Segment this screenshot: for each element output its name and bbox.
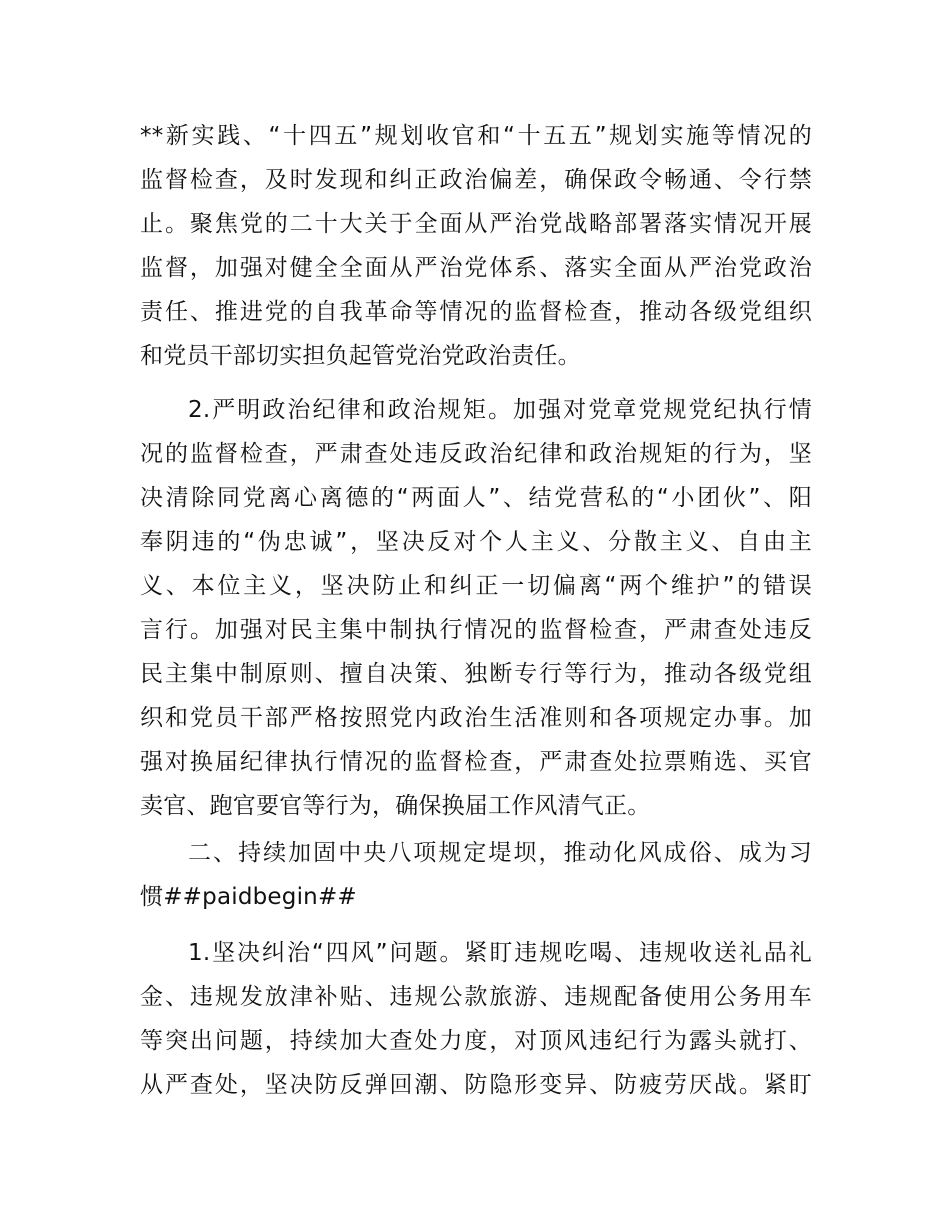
paragraph-line: 织和党员干部严格按照党内政治生活准则和各项规定办事。加 xyxy=(140,705,812,731)
paragraph-line: 义、本位主义，坚决防止和纠正一切偏离“两个维护”的错误 xyxy=(140,573,812,599)
paragraph-line: 决清除同党离心离德的“两面人”、结党营私的“小团伙”、阳 xyxy=(140,485,812,511)
paragraph-line: 金、违规发放津补贴、违规公款旅游、违规配备使用公务用车 xyxy=(140,984,812,1010)
paragraph-4 xyxy=(140,931,812,1107)
paragraph-line: 二、持续加固中央八项规定堤坝，推动化风成俗、成为习 xyxy=(188,840,812,866)
paragraph-line: 奉阴违的“伪忠诚”，坚决反对个人主义、分散主义、自由主 xyxy=(140,529,812,555)
paragraph-line: 强对换届纪律执行情况的监督检查，严肃查处拉票贿选、买官 xyxy=(140,749,812,775)
paragraph-line: 和党员干部切实担负起管党治党政治责任。 xyxy=(140,343,581,369)
section-heading-2 xyxy=(140,831,812,919)
paragraph-line: 言行。加强对民主集中制执行情况的监督检查，严肃查处违反 xyxy=(140,617,812,643)
paragraph-line: 监督，加强对健全全面从严治党体系、落实全面从严治党政治 xyxy=(140,255,812,281)
paragraph-line: **新实践、“十四五”规划收官和“十五五”规划实施等情况的 xyxy=(140,123,812,149)
paragraph-line: 况的监督检查，严肃查处违反政治纪律和政治规矩的行为，坚 xyxy=(140,441,812,467)
paragraph-line: 惯##paidbegin## xyxy=(140,884,357,910)
paragraph-line: 从严查处，坚决防反弹回潮、防隐形变异、防疲劳厌战。紧盯 xyxy=(140,1072,812,1098)
paragraph-line: 1.坚决纠治“四风”问题。紧盯违规吃喝、违规收送礼品礼 xyxy=(188,940,812,966)
paragraph-line: 民主集中制原则、擅自决策、独断专行等行为，推动各级党组 xyxy=(140,661,812,687)
paragraph-line: 等突出问题，持续加大查处力度，对顶风违纪行为露头就打、 xyxy=(140,1028,812,1054)
paragraph-line: 2.严明政治纪律和政治规矩。加强对党章党规党纪执行情 xyxy=(188,397,812,423)
paragraph-1 xyxy=(140,114,812,378)
paragraph-line: 止。聚焦党的二十大关于全面从严治党战略部署落实情况开展 xyxy=(140,211,812,237)
paragraph-line: 监督检查，及时发现和纠正政治偏差，确保政令畅通、令行禁 xyxy=(140,167,812,193)
paragraph-2 xyxy=(140,388,812,828)
paragraph-line: 责任、推进党的自我革命等情况的监督检查，推动各级党组织 xyxy=(140,299,812,325)
paragraph-line: 卖官、跑官要官等行为，确保换届工作风清气正。 xyxy=(140,793,651,819)
